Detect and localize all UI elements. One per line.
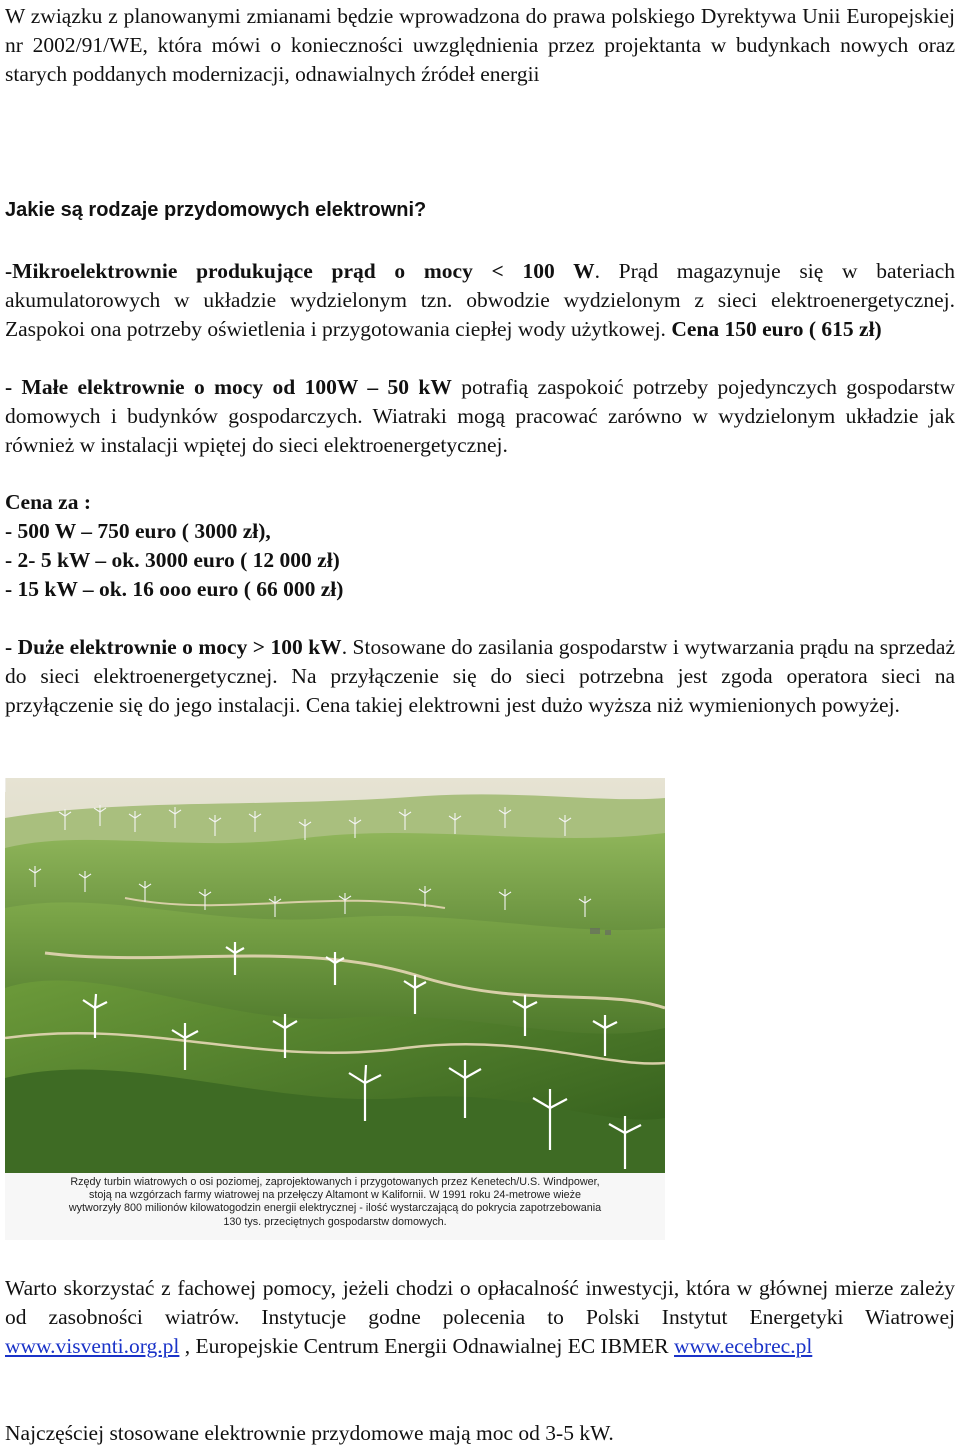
final-paragraph: Najczęściej stosowane elektrownie przydomowe mają moc od 3-5 kW.	[5, 1421, 614, 1445]
small-text: potrafią zaspokoić potrzeby pojedynczych gospodarstw domowych i budynków gospodarczych. Wiatraki mogą pracować zarówno w wydzielonym układzie jak również w instalacji wpiętej do sieci elektroenergetycznej.	[5, 375, 955, 457]
caption-line-2: stoją na wzgórzach farmy wiatrowej na przełęczy Altamont w Kalifornii. W 1991 roku 24-metrowe wieże	[88, 1189, 582, 1202]
photo-caption	[5, 1173, 665, 1240]
micro-price: Cena 150 euro ( 615 zł)	[671, 317, 882, 341]
micro-text: . Prąd magazynuje się w bateriach akumulatorowych w układzie wydzielonym tzn. obwodzie wydzielonym z sieci elektroenergetycznej. Zaspokoi ona potrzeby oświetlenia i przygotowania ciepłej wody użytkowej.	[5, 259, 956, 341]
micro-paragraph	[5, 257, 955, 344]
caption-line-1: Rzędy turbin wiatrowych o osi poziomej, zaprojektowanych i przygotowanych przez Kenetech/U.S. Windpower,	[70, 1176, 600, 1188]
advice-text-1: Warto skorzystać z fachowej pomocy, jeżeli chodzi o opłacalność inwestycji, która w głównej mierze zależy od zasobności wiatrów. Instytucje godne polecenia to Polski Instytut Energetyki Wiatrowej	[5, 1276, 955, 1329]
price-title: Cena za :	[5, 490, 91, 514]
small-paragraph	[5, 373, 955, 460]
ecebrec-link[interactable]: www.ecebrec.pl	[674, 1334, 813, 1358]
wind-farm-figure	[5, 778, 665, 1240]
intro-paragraph: W związku z planowanymi zmianami będzie wprowadzona do prawa polskiego Dyrektywa Unii Europejskiej nr 2002/91/WE, która mówi o konieczności uwzględnienia przez projektanta w budynkach nowych oraz starych poddanych modernizacji, odnawialnych źródeł energii	[5, 4, 955, 86]
micro-title: -Mikroelektrownie produkujące prąd o mocy < 100 W	[5, 259, 595, 283]
wind-farm-photo	[5, 778, 665, 1173]
visventi-link[interactable]: www.visventi.org.pl	[5, 1334, 180, 1358]
small-title: - Małe elektrownie o mocy od 100W – 50 kW	[5, 375, 452, 399]
caption-line-4: 130 tys. przeciętnych gospodarstw domowych.	[223, 1215, 447, 1228]
large-text: . Stosowane do zasilania gospodarstw i wytwarzania prądu na sprzedaż do sieci elektroenergetycznej. Na przyłączenie się do sieci potrzebna jest zgoda operatora sieci na przyłączenie się do jego instalacji. Cena takiej elektrowni jest dużo wyższa niż wymienionych powyżej.	[5, 635, 955, 717]
price-item-15kw: - 15 kW – ok. 16 ooo euro ( 66 000 zł)	[5, 577, 344, 601]
large-title: - Duże elektrownie o mocy > 100 kW	[5, 635, 342, 659]
large-paragraph	[5, 633, 955, 720]
price-item-500w: - 500 W – 750 euro ( 3000 zł),	[5, 519, 271, 543]
caption-line-3: wytworzyły 800 milionów kilowatogodzin energii elektrycznej - ilość wystarczającą do pokrycia zapotrzebowania	[68, 1202, 602, 1215]
advice-paragraph	[5, 1274, 955, 1361]
price-item-2-5kw: - 2- 5 kW – ok. 3000 euro ( 12 000 zł)	[5, 548, 340, 572]
section-heading: Jakie są rodzaje przydomowych elektrowni?	[5, 199, 427, 221]
advice-text-2: , Europejskie Centrum Energii Odnawialnej EC IBMER	[179, 1334, 675, 1358]
